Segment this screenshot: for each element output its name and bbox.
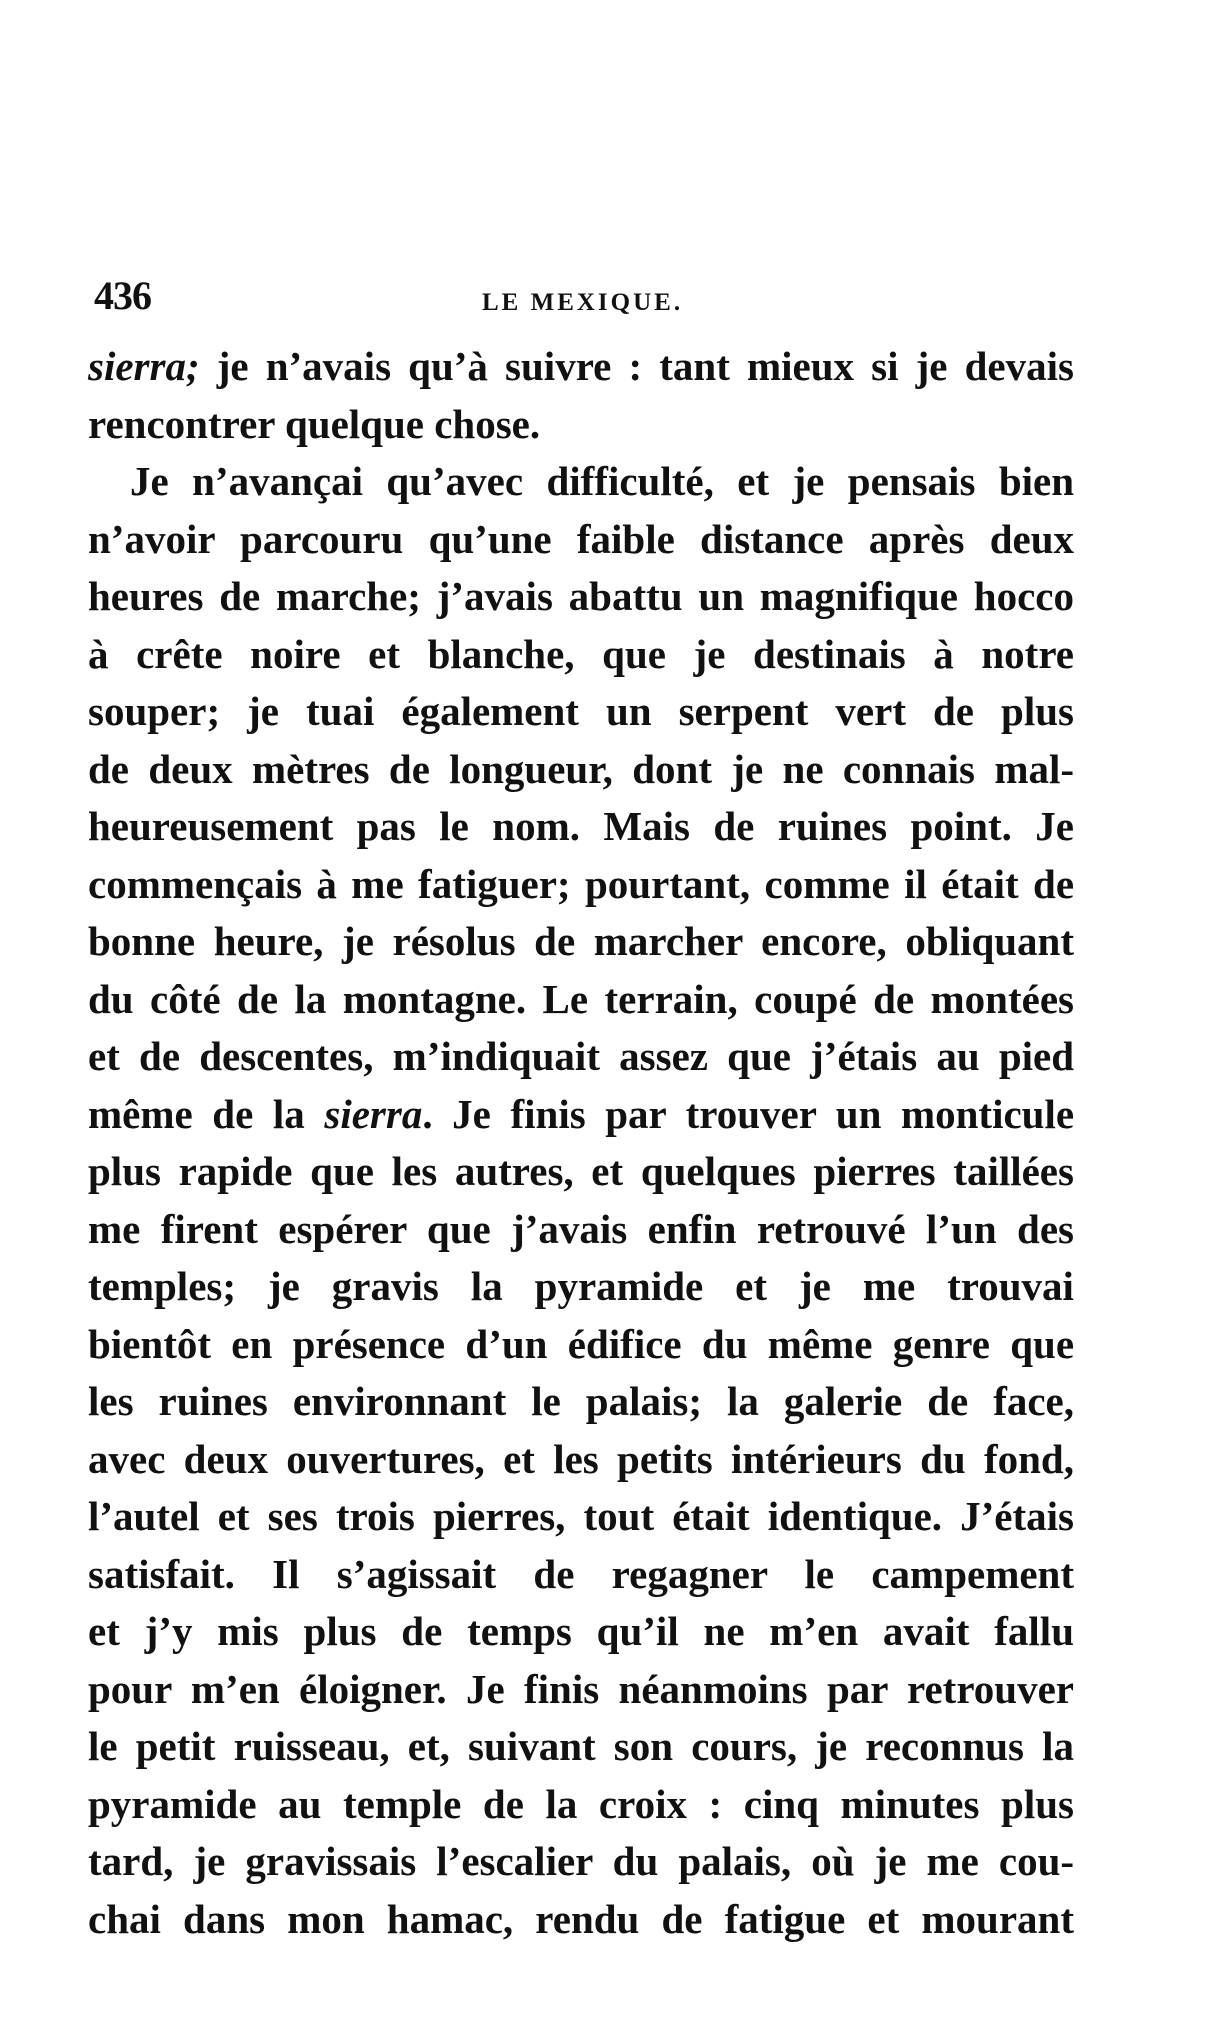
- text-line-content: [88, 1258, 1074, 1316]
- text-segment: les ruines environnant le palais; la galerie de face,: [88, 1378, 1074, 1424]
- text-line: [88, 798, 1074, 856]
- text-line-content: [88, 1661, 1074, 1719]
- text-line-content: [88, 1891, 1074, 1949]
- text-line-content: [88, 1776, 1074, 1834]
- text-segment: pour m’en éloigner. Je finis néanmoins par retrouver: [88, 1665, 1074, 1712]
- text-line: [88, 683, 1074, 741]
- text-line-content: [88, 568, 1074, 626]
- text-line-content: [88, 1546, 1074, 1604]
- text-line-content: [88, 1373, 1074, 1431]
- text-line-content: [88, 338, 1074, 396]
- text-line: [88, 913, 1074, 971]
- text-line-content: [88, 913, 1074, 971]
- text-line-content: [88, 1718, 1074, 1776]
- text-line: [88, 626, 1074, 684]
- text-line: [88, 1143, 1074, 1201]
- text-line: [88, 1833, 1074, 1891]
- text-line-content: [88, 798, 1074, 856]
- text-line-content: [88, 856, 1074, 914]
- text-line: [88, 1028, 1074, 1086]
- text-line: [88, 568, 1074, 626]
- text-line: [88, 1661, 1074, 1719]
- text-line-content: [130, 453, 1074, 511]
- text-line-content: [88, 1316, 1074, 1374]
- text-segment: de deux mètres de longueur, dont je ne connais mal-: [88, 745, 1075, 792]
- text-line: [88, 1546, 1074, 1604]
- italic-text: sierra;: [88, 343, 200, 389]
- text-line-content: [88, 1431, 1074, 1489]
- text-line: [88, 511, 1074, 569]
- text-line-content: [88, 511, 1074, 569]
- text-segment: à crête noire et blanche, que je destinais à notre: [88, 630, 1074, 677]
- text-segment: heureusement pas le nom. Mais de ruines point. Je: [88, 803, 1074, 849]
- running-head: [88, 273, 1074, 320]
- text-line: [88, 1373, 1074, 1431]
- text-line-content: [88, 396, 540, 454]
- text-line-content: [88, 626, 1074, 684]
- text-line-content: [88, 683, 1074, 741]
- text-line: [88, 971, 1074, 1029]
- text-segment: temples; je gravis la pyramide et je me trouvai: [88, 1263, 1074, 1309]
- text-line-content: [88, 1488, 1074, 1546]
- text-line: [88, 396, 1074, 454]
- text-segment: tard, je gravissais l’escalier du palais, où je me cou-: [88, 1838, 1075, 1884]
- text-segment: souper; je tuai également un serpent vert de plus: [88, 688, 1074, 734]
- text-line-content: [88, 971, 1074, 1029]
- text-line: [88, 1431, 1074, 1489]
- text-line: [88, 1086, 1074, 1144]
- italic-text: sierra: [324, 1090, 423, 1137]
- text-segment: bonne heure, je résolus de marcher encore, obliquant: [88, 918, 1075, 964]
- text-line: [88, 338, 1074, 396]
- text-segment: commençais à me fatiguer; pourtant, comme il était de: [88, 860, 1075, 907]
- text-line: [88, 741, 1074, 799]
- text-line: [88, 1316, 1074, 1374]
- text-segment: chai dans mon hamac, rendu de fatigue et mourant: [88, 1895, 1074, 1942]
- text-line-content: [88, 1028, 1074, 1086]
- text-segment: satisfait. Il s’agissait de regagner le campement: [88, 1550, 1075, 1597]
- page-number: 436: [94, 273, 151, 318]
- text-line-content: [88, 1086, 1074, 1144]
- text-segment: le petit ruisseau, et, suivant son cours, je reconnus la: [88, 1723, 1075, 1769]
- text-line: [88, 1603, 1074, 1661]
- text-segment: même de la: [88, 1090, 325, 1137]
- text-segment: bientôt en présence d’un édifice du même genre que: [88, 1320, 1075, 1367]
- text-segment: heures de marche; j’avais abattu un magnifique hocco: [88, 573, 1074, 619]
- text-line-content: [88, 741, 1074, 799]
- text-line: [88, 1891, 1074, 1949]
- text-line-content: [88, 1603, 1074, 1661]
- text-segment: plus rapide que les autres, et quelques pierres taillées: [88, 1148, 1074, 1194]
- text-line-content: [88, 1143, 1074, 1201]
- text-segment: et j’y mis plus de temps qu’il ne m’en avait fallu: [88, 1608, 1074, 1654]
- text-segment: pyramide au temple de la croix : cinq minutes plus: [88, 1780, 1074, 1827]
- text-segment: avec deux ouvertures, et les petits intérieurs du fond,: [88, 1435, 1074, 1482]
- text-line: [88, 1718, 1074, 1776]
- text-line-content: [88, 1833, 1074, 1891]
- text-segment: . Je finis par trouver un monticule: [422, 1090, 1075, 1137]
- text-line: [88, 1488, 1074, 1546]
- text-line: [88, 1258, 1074, 1316]
- text-line-content: [88, 1201, 1074, 1259]
- body-text: [88, 338, 1074, 1948]
- text-segment: n’avoir parcouru qu’une faible distance après deux: [88, 515, 1075, 562]
- text-segment: je n’avais qu’à suivre : tant mieux si je devais: [199, 343, 1074, 389]
- running-title: LE MEXIQUE.: [482, 289, 684, 316]
- text-segment: Je n’avançai qu’avec difficulté, et je pensais bien: [130, 458, 1075, 504]
- text-segment: me firent espérer que j’avais enfin retrouvé l’un des: [88, 1205, 1074, 1252]
- text-line: [88, 1201, 1074, 1259]
- text-line: [88, 856, 1074, 914]
- text-segment: l’autel et ses trois pierres, tout était identique. J’étais: [88, 1493, 1074, 1539]
- text-line: [88, 1776, 1074, 1834]
- text-segment: et de descentes, m’indiquait assez que j’étais au pied: [88, 1033, 1075, 1079]
- text-line: [88, 453, 1074, 511]
- text-segment: du côté de la montagne. Le terrain, coupé de montées: [88, 975, 1074, 1022]
- text-segment: rencontrer quelque chose.: [88, 400, 541, 447]
